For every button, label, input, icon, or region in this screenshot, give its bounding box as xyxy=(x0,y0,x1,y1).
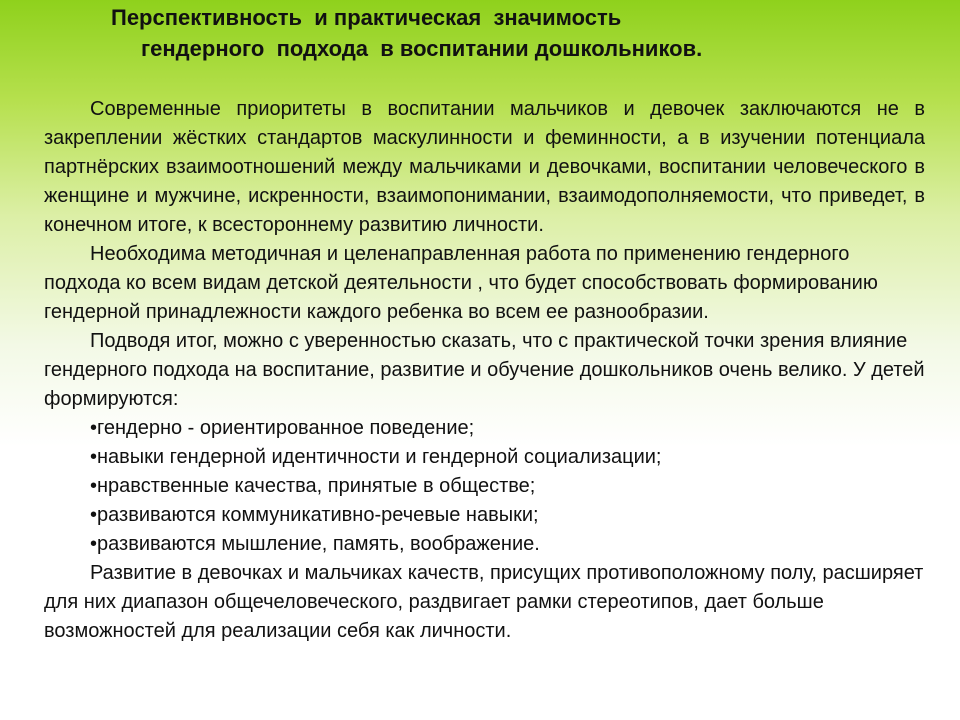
bullet-dot-icon: • xyxy=(90,533,98,555)
paragraph-methodical-work: Необходима методичная и целенаправленная работа по применению гендерного подхода ко всем видам детской деятельности , что будет способствовать формированию гендерной принадлежности каждого ребенка во всем ее разнообразии. xyxy=(44,243,878,323)
bullet-dot-icon: • xyxy=(90,504,98,526)
paragraph-conclusion: Подводя итог, можно с уверенностью сказать, что с практической точки зрения влияние гендерного подхода на воспитание, развитие и обучение дошкольников очень велико. У детей формируются: xyxy=(44,330,925,410)
bullet-text: развиваются коммуникативно-речевые навыки; xyxy=(97,504,539,526)
paragraph-closing: Развитие в девочках и мальчиках качеств, присущих противоположному полу, расширяет для них диапазон общечеловеческого, раздвигает рамки стереотипов, дает больше возможностей для реализации себя как личности. xyxy=(44,562,924,642)
bullet-text: нравственные качества, принятые в обществе; xyxy=(97,475,536,497)
list-item xyxy=(44,414,925,443)
slide-body xyxy=(44,95,925,646)
list-item xyxy=(44,443,925,472)
bullet-text: гендерно - ориентированное поведение; xyxy=(97,417,475,439)
bullet-dot-icon: • xyxy=(90,475,98,497)
list-item xyxy=(44,530,925,559)
list-item xyxy=(44,472,925,501)
title-line-1: Перспективность и практическая значимость xyxy=(111,5,622,30)
slide-title xyxy=(0,2,960,64)
bullet-list xyxy=(44,414,925,559)
title-line-2: гендерного подхода в воспитании дошкольников. xyxy=(141,36,703,61)
list-item xyxy=(44,501,925,530)
bullet-text: развиваются мышление, память, воображение. xyxy=(97,533,540,555)
bullet-dot-icon: • xyxy=(90,417,98,439)
bullet-dot-icon: • xyxy=(90,446,98,468)
paragraph-priorities: Современные приоритеты в воспитании мальчиков и девочек заключаются не в закреплении жёстких стандартов маскулинности и феминности, а в изучении потенциала партнёрских взаимоотношений между мальчиками и девочками, воспитании человеческого в женщине и мужчине, искренности, взаимопонимании, взаимодополняемости, что приведет, в конечном итоге, к всестороннему развитию личности. xyxy=(44,98,925,236)
bullet-text: навыки гендерной идентичности и гендерной социализации; xyxy=(97,446,662,468)
